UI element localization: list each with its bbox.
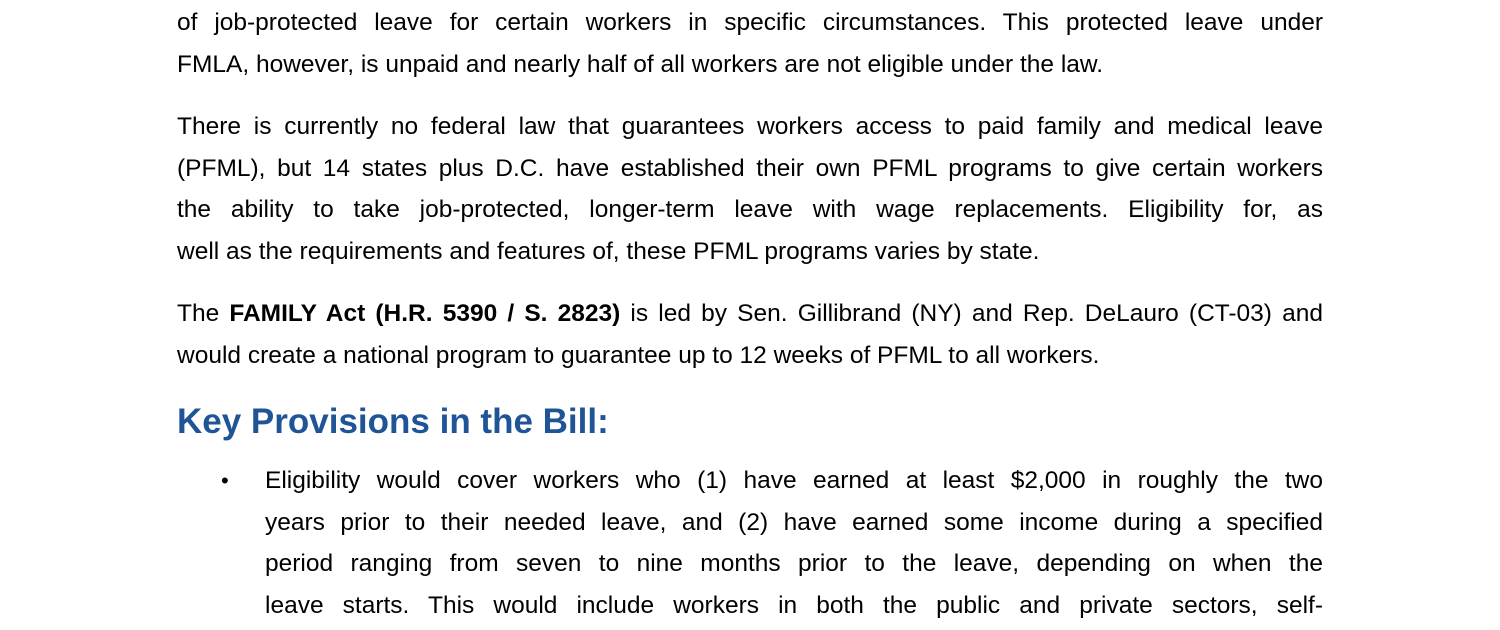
list-item bbox=[177, 460, 1323, 626]
paragraph-line: well as the requirements and features of, these PFML programs varies by state. bbox=[177, 237, 1040, 265]
bill-name: FAMILY Act (H.R. 5390 / S. 2823) bbox=[229, 300, 621, 327]
paragraph-line: FMLA, however, is unpaid and nearly half of all workers are not eligible under the law. bbox=[177, 50, 1104, 78]
list-item-line: period ranging from seven to nine months prior to the leave, depending on when the bbox=[265, 550, 1323, 577]
paragraph-family-act bbox=[177, 293, 1323, 376]
paragraph-line: of job-protected leave for certain workers in specific circumstances. This protected leave under bbox=[177, 9, 1323, 36]
provisions-list bbox=[177, 460, 1323, 626]
section-heading: Key Provisions in the Bill: bbox=[177, 402, 609, 441]
list-item-line: Eligibility would cover workers who (1) have earned at least $2,000 in roughly the two bbox=[265, 467, 1323, 494]
paragraph-fmla-intro bbox=[177, 2, 1323, 85]
paragraph-line: would create a national program to guarantee up to 12 weeks of PFML to all workers. bbox=[177, 341, 1100, 369]
bullet-icon: • bbox=[221, 468, 229, 493]
paragraph-line bbox=[177, 293, 1323, 335]
list-item-line: leave starts. This would include workers in both the public and private sectors, self- bbox=[265, 591, 1323, 619]
paragraph-line: the ability to take job-protected, longer-term leave with wage replacements. Eligibility for, as bbox=[177, 196, 1323, 223]
paragraph-line: There is currently no federal law that guarantees workers access to paid family and medical leave bbox=[177, 113, 1323, 140]
list-item-line: years prior to their needed leave, and (2) have earned some income during a specified bbox=[265, 508, 1323, 536]
text-suffix: is led by Sen. Gillibrand (NY) and Rep. DeLauro (CT-03) and bbox=[620, 300, 1323, 327]
paragraph-pfml-states bbox=[177, 106, 1323, 272]
text-prefix: The bbox=[177, 300, 230, 327]
paragraph-line: (PFML), but 14 states plus D.C. have established their own PFML programs to give certain workers bbox=[177, 154, 1323, 182]
